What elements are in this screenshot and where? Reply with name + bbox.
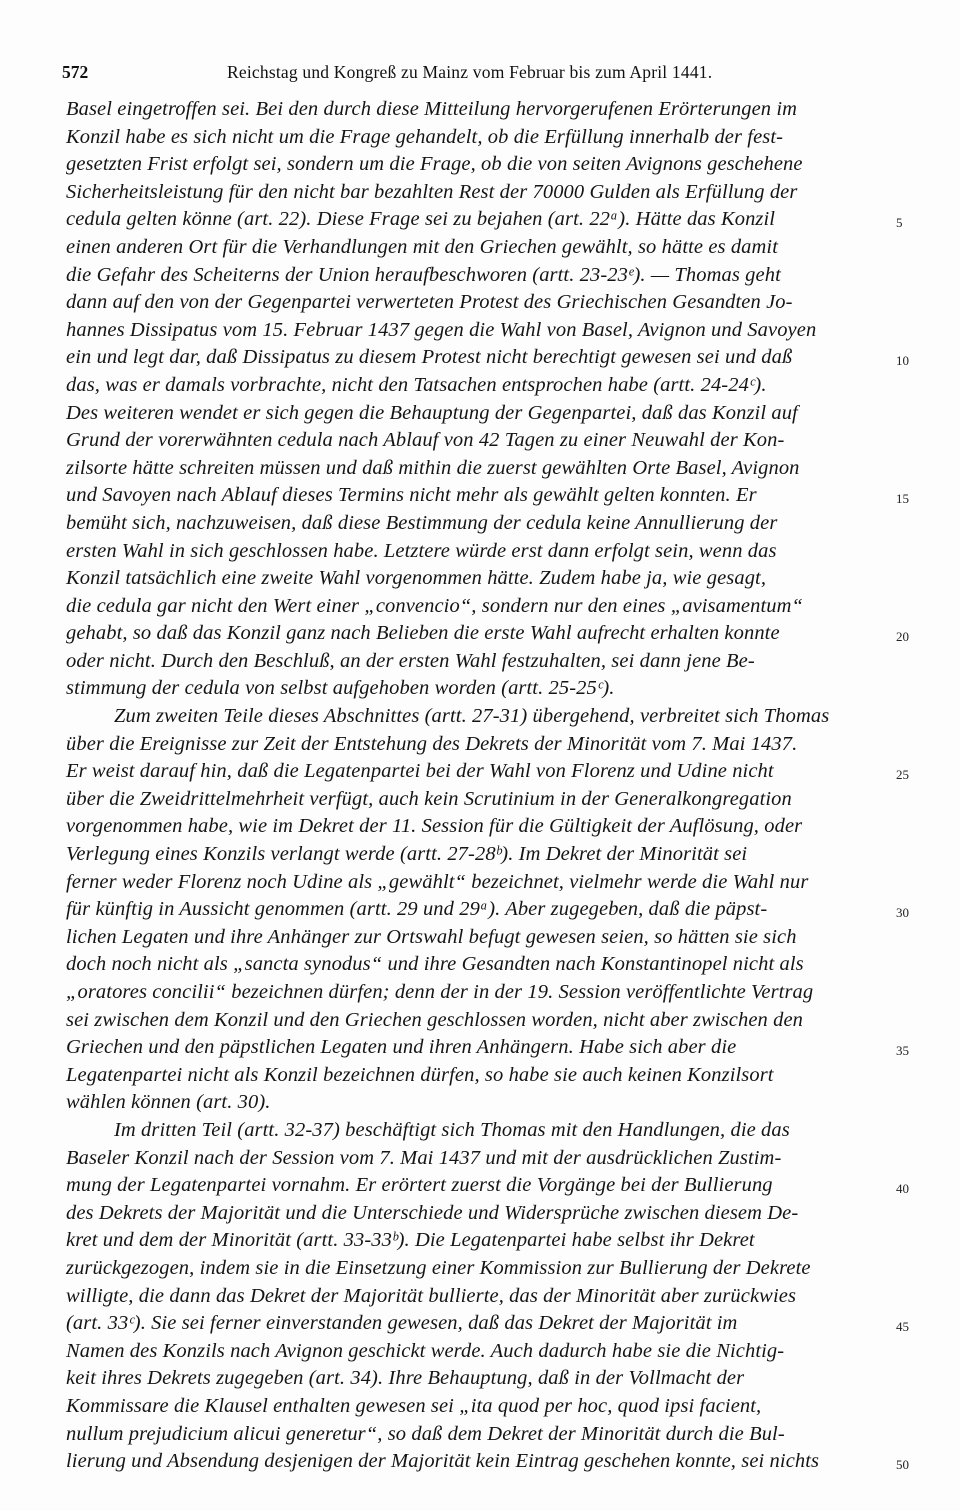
line-number: 45 <box>896 1319 909 1335</box>
text-line: Im dritten Teil (artt. 32-37) beschäftigt sich Thomas mit den Handlungen, die das <box>114 1118 790 1141</box>
text-line: die Gefahr des Scheiterns der Union heraufbeschworen (artt. 23-23ᵉ). — Thomas geht <box>66 263 781 286</box>
text-line: Kommissare die Klausel enthalten gewesen sei „ita quod per hoc, quod ipsi facient, <box>66 1394 762 1417</box>
text-line: ferner weder Florenz noch Udine als „gewählt“ bezeichnet, vielmehr werde die Wahl nur <box>66 870 809 893</box>
text-line: über die Zweidrittelmehrheit verfügt, auch kein Scrutinium in der Generalkongregation <box>66 787 792 810</box>
line-number: 40 <box>896 1181 909 1197</box>
text-line: zurückgezogen, indem sie in die Einsetzung einer Kommission zur Bullierung der Dekrete <box>66 1256 811 1279</box>
text-line: bemüht sich, nachzuweisen, daß diese Bestimmung der cedula keine Annullierung der <box>66 511 778 534</box>
text-line: Legatenpartei nicht als Konzil bezeichnen dürfen, so habe sie auch keinen Konzilsort <box>66 1063 774 1086</box>
text-line: wählen können (art. 30). <box>66 1091 271 1114</box>
text-line: Konzil tatsächlich eine zweite Wahl vorgenommen hätte. Zudem habe ja, wie gesagt, <box>66 567 767 590</box>
text-line: Zum zweiten Teile dieses Abschnittes (artt. 27-31) übergehend, verbreitet sich Thomas <box>114 705 830 728</box>
text-line: Konzil habe es sich nicht um die Frage gehandelt, ob die Erfüllung innerhalb der fest- <box>66 125 784 148</box>
line-number: 15 <box>896 491 909 507</box>
text-line: lichen Legaten und ihre Anhänger zur Ortswahl befugt gewesen seien, so hätten sie sich <box>66 925 797 948</box>
text-line: Verlegung eines Konzils verlangt werde (artt. 27-28ᵇ). Im Dekret der Minorität sei <box>66 843 748 866</box>
body-text <box>66 96 888 1476</box>
text-line: Er weist darauf hin, daß die Legatenpartei bei der Wahl von Florenz und Udine nicht <box>66 760 774 783</box>
text-line: kret und dem der Minorität (artt. 33-33ᵇ). Die Legatenpartei habe selbst ihr Dekret <box>66 1229 755 1252</box>
text-line: oder nicht. Durch den Beschluß, an der ersten Wahl festzuhalten, sei dann jene Be- <box>66 649 755 672</box>
text-line: das, was er damals vorbrachte, nicht den Tatsachen entsprochen habe (artt. 24-24ᶜ). <box>66 373 767 396</box>
text-line: Basel eingetroffen sei. Bei den durch diese Mitteilung hervorgerufenen Erörterungen im <box>66 98 798 120</box>
line-number: 5 <box>896 215 903 231</box>
text-line: lierung und Absendung desjenigen der Majorität kein Eintrag geschehen konnte, sei nichts <box>66 1450 820 1473</box>
text-line: (art. 33ᶜ). Sie sei ferner einverstanden gewesen, daß das Dekret der Majorität im <box>66 1312 738 1335</box>
text-line: einen anderen Ort für die Verhandlungen mit den Griechen gewählt, so hätte es damit <box>66 235 779 258</box>
text-line: über die Ereignisse zur Zeit der Entstehung des Dekrets der Minorität vom 7. Mai 1437. <box>66 732 798 755</box>
text-line: „oratores concilii“ bezeichnen dürfen; denn der in der 19. Session veröffentlichte Vertrag <box>66 981 814 1003</box>
text-line: doch noch nicht als „sancta synodus“ und ihre Gesandten nach Konstantinopel nicht als <box>66 953 804 976</box>
text-line: Griechen und den päpstlichen Legaten und ihren Anhängern. Habe sich aber die <box>66 1036 737 1059</box>
text-line: nullum prejudicium alicui generetur“, so daß dem Dekret der Minorität durch die Bul- <box>66 1422 785 1445</box>
line-number: 30 <box>896 905 909 921</box>
text-line: gehabt, so daß das Konzil ganz nach Belieben die erste Wahl aufrecht erhalten konnte <box>66 622 780 645</box>
text-line: Sicherheitsleistung für den nicht bar bezahlten Rest der 70000 Gulden als Erfüllung der <box>66 180 798 203</box>
text-line: vorgenommen habe, wie im Dekret der 11. Session für die Gültigkeit der Auflösung, oder <box>66 815 803 838</box>
text-line: dann auf den von der Gegenpartei verwerteten Protest des Griechischen Gesandten Jo- <box>66 291 793 314</box>
text-line: und Savoyen nach Ablauf dieses Termins nicht mehr als gewählt gelten konnten. Er <box>66 484 757 507</box>
text-line: mung der Legatenpartei vornahm. Er erörtert zuerst die Vorgänge bei der Bullierung <box>66 1174 773 1197</box>
text-line: ein und legt dar, daß Dissipatus zu diesem Protest nicht berechtigt gewesen sei und daß <box>66 346 793 369</box>
text-line: Grund der vorerwähnten cedula nach Ablauf von 42 Tagen zu einer Neuwahl der Kon- <box>66 429 785 452</box>
line-number: 35 <box>896 1043 909 1059</box>
running-head: Reichstag und Kongreß zu Mainz vom Februar bis zum April 1441. <box>227 62 713 82</box>
text-line: Baseler Konzil nach der Session vom 7. Mai 1437 und mit der ausdrücklichen Zustim- <box>66 1146 782 1169</box>
text-line: zilsorte hätte schreiten müssen und daß mithin die zuerst gewählten Orte Basel, Avignon <box>66 456 800 479</box>
line-number: 10 <box>896 353 909 369</box>
text-line: cedula gelten könne (art. 22). Diese Frage sei zu bejahen (art. 22ᵃ). Hätte das Konzil <box>66 208 776 231</box>
text-line: stimmung der cedula von selbst aufgehoben worden (artt. 25-25ᶜ). <box>66 677 615 700</box>
text-line: Des weiteren wendet er sich gegen die Behauptung der Gegenpartei, daß das Konzil auf <box>66 401 798 424</box>
line-number: 50 <box>896 1457 909 1473</box>
text-line: keit ihres Dekrets zugegeben (art. 34). Ihre Behauptung, daß in der Vollmacht der <box>66 1367 745 1390</box>
page-header <box>62 60 888 90</box>
text-line: für künftig in Aussicht genommen (artt. 29 und 29ᵃ). Aber zugegeben, daß die päpst- <box>66 898 768 921</box>
line-number: 20 <box>896 629 909 645</box>
text-line: hannes Dissipatus vom 15. Februar 1437 gegen die Wahl von Basel, Avignon und Savoyen <box>66 318 817 341</box>
text-line: des Dekrets der Majorität und die Unterschiede und Widersprüche zwischen diesem De- <box>66 1201 799 1224</box>
text-line: willigte, die dann das Dekret der Majorität bullierte, das der Minorität aber zurückwies <box>66 1284 797 1307</box>
text-line: Namen des Konzils nach Avignon geschickt werde. Auch dadurch habe sie die Nichtig- <box>66 1339 785 1362</box>
text-line: die cedula gar nicht den Wert einer „convencio“, sondern nur den eines „avisamentum“ <box>66 594 803 617</box>
text-line: gesetzten Frist erfolgt sei, sondern um die Frage, ob die von seiten Avignons geschehene <box>66 153 803 176</box>
line-number: 25 <box>896 767 909 783</box>
text-line: ersten Wahl in sich geschlossen habe. Letztere würde erst dann erfolgt sein, wenn das <box>66 539 777 562</box>
text-line: sei zwischen dem Konzil und den Griechen geschlossen worden, nicht aber zwischen den <box>66 1008 803 1031</box>
page-number: 572 <box>62 62 89 82</box>
